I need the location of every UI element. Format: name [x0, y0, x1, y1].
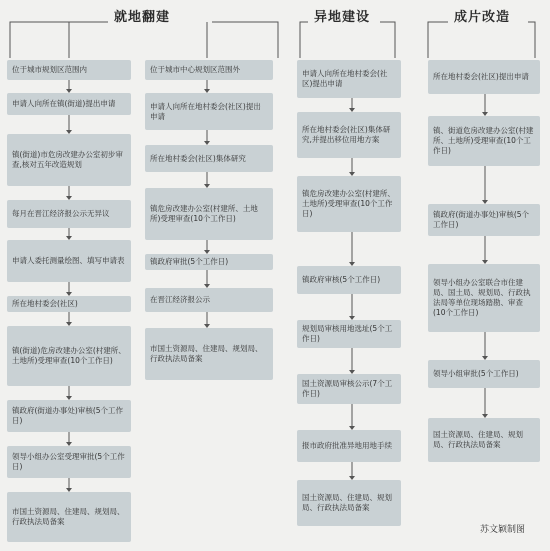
flow-step: 国土资源局、住建局、规划局、行政执法局备案: [428, 418, 540, 462]
flow-step: 镇(街道)市危房改建办公室初步审查,核对五年改造规划: [7, 134, 131, 186]
title-rebuild: 就地翻建: [108, 10, 176, 26]
flow-step: 国土资源局审核公示(7个工作日): [297, 374, 401, 404]
flow-step: 所在地村委会(社区)集体研究: [145, 145, 273, 172]
flow-step: 镇危房改建办公室(村建所、土地所)受理审查(10个工作日): [145, 188, 273, 240]
flow-step: 国土资源局、住建局、规划局、行政执法局备案: [297, 480, 401, 526]
flow-step: 规划局审核用地选址(5个工作日): [297, 320, 401, 348]
flow-step: 所在地村委会(社区): [7, 296, 131, 312]
branch-header-inside: 位于城市规划区范围内: [7, 60, 131, 80]
flow-step: 镇政府审核(5个工作日): [297, 266, 401, 294]
flow-step: 镇、街道危房改建办公室(村建所、土地所)受理审查(10个工作日): [428, 116, 540, 166]
credit-note: 苏文颖制图: [480, 525, 526, 535]
title-area: 成片改造: [448, 10, 516, 26]
flow-step: 市国土资源局、住建局、规划局、行政执法局备案: [7, 492, 131, 542]
title-relocate: 异地建设: [308, 10, 376, 26]
flow-step: 领导小组办公室受理审批(5个工作日): [7, 446, 131, 478]
flow-step: 申请人委托测量绘图、填写申请表: [7, 240, 131, 282]
flow-step: 申请人向所在镇(街道)提出申请: [7, 93, 131, 115]
flow-step: 每月在晋江经济报公示无异议: [7, 200, 131, 228]
flow-step: 镇危房改建办公室(村建所、土地所)受理审查(10个工作日): [297, 176, 401, 232]
flow-step: 所在地村委会(社区)提出申请: [428, 60, 540, 94]
flow-step: 镇政府(街道办事处)审核(5个工作日): [428, 204, 540, 236]
flow-step: 市国土资源局、住建局、规划局、行政执法局备案: [145, 328, 273, 380]
branch-header-center: 位于城市中心规划区范围外: [145, 60, 273, 80]
flow-step: 在晋江经济报公示: [145, 288, 273, 312]
flow-step: 镇政府审批(5个工作日): [145, 254, 273, 270]
flow-step: 申请人向所在地村委会(社区)提出申请: [297, 60, 401, 98]
flow-step: 镇政府(街道办事处)审核(5个工作日): [7, 400, 131, 432]
flow-step: 申请人向所在地村委会(社区)提出申请: [145, 93, 273, 130]
flow-step: 镇(街道)危房改建办公室(村建所、土地所)受理审查(10个工作日): [7, 326, 131, 386]
flow-step: 所在地村委会(社区)集体研究,并提出移位用地方案: [297, 112, 401, 158]
flow-step: 领导小组办公室联合市住建局、国土局、规划局、行政执法局等单位现场踏勘、审查(10个工作日): [428, 264, 540, 332]
flow-step: 领导小组审批(5个工作日): [428, 360, 540, 388]
flow-step: 报市政府批准异地用地手续: [297, 430, 401, 462]
